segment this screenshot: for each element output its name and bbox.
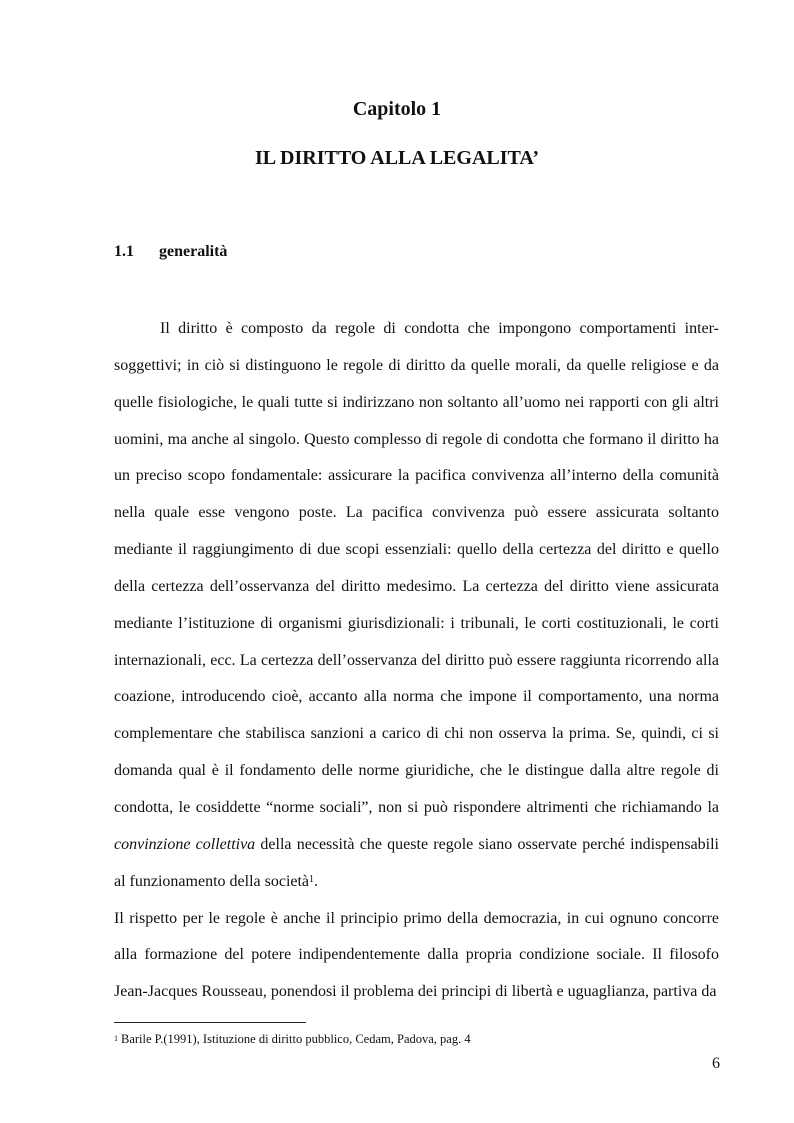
chapter-number: Capitolo 1	[352, 98, 442, 120]
paragraph-2: Il rispetto per le regole è anche il principio primo della democrazia, in cui ognuno concorre alla formazione del potere indipendentemente dalla propria condizione sociale. Il filosofo Jean-Jacques Rousseau, ponendosi il problema dei principi di libertà e uguaglianza, partiva da	[114, 909, 719, 1001]
footnote-reference[interactable]: 1	[309, 873, 315, 885]
footnote-text: Barile P.(1991), Istituzione di diritto pubblico, Cedam, Padova, pag. 4	[121, 1032, 471, 1046]
footnote-number: 1	[114, 1034, 118, 1043]
body-text	[114, 311, 719, 1011]
paragraph-1-emphasis: convinzione collettiva	[114, 835, 256, 853]
paragraph-1	[114, 311, 719, 901]
paragraph-1-part-2: della necessità che queste regole siano osservate perché indispensabili al funzionamento della società	[114, 835, 720, 890]
page-number: 6	[712, 1055, 720, 1072]
paragraph-1-end: .	[314, 872, 319, 890]
footnote	[114, 1030, 471, 1048]
section-heading	[114, 241, 227, 263]
chapter-title: IL DIRITTO ALLA LEGALITA’	[255, 147, 539, 169]
section-number: 1.1	[114, 243, 134, 260]
section-title: generalità	[159, 243, 228, 260]
footnote-divider	[114, 1022, 306, 1023]
paragraph-1-part-1: Il diritto è composto da regole di condotta che impongono comportamenti inter-soggettivi; in ciò si distinguono le regole di diritto da quelle morali, da quelle religiose e da quelle fisiologiche, le quali tutte si indirizzano non soltanto all’uomo nei rapporti con gli altri uomini, ma anche al singolo. Questo complesso di regole di condotta che formano il diritto ha un preciso scopo fondamentale: assicurare la pacifica convivenza all’interno della comunità nella quale esse vengono poste. La pacifica convivenza può essere assicurata soltanto mediante il raggiungimento di due scopi essenziali: quello della certezza del diritto e quello della certezza dell’osservanza del diritto medesimo. La certezza del diritto viene assicurata mediante l’istituzione di organismi giurisdizionali: i tribunali, le corti costituzionali, le corti internazionali, ecc. La certezza dell’osservanza del diritto può essere raggiunta ricorrendo alla coazione, introducendo cioè, accanto alla norma che impone il comportamento, una norma complementare che stabilisca sanzioni a carico di chi non osserva la prima. Se, quindi, ci si domanda qual è il fondamento delle norme giuridiche, che le distingue dalla altre regole di condotta, le cosiddette “norme sociali”, non si può rispondere altrimenti che richiamando la	[114, 320, 719, 816]
